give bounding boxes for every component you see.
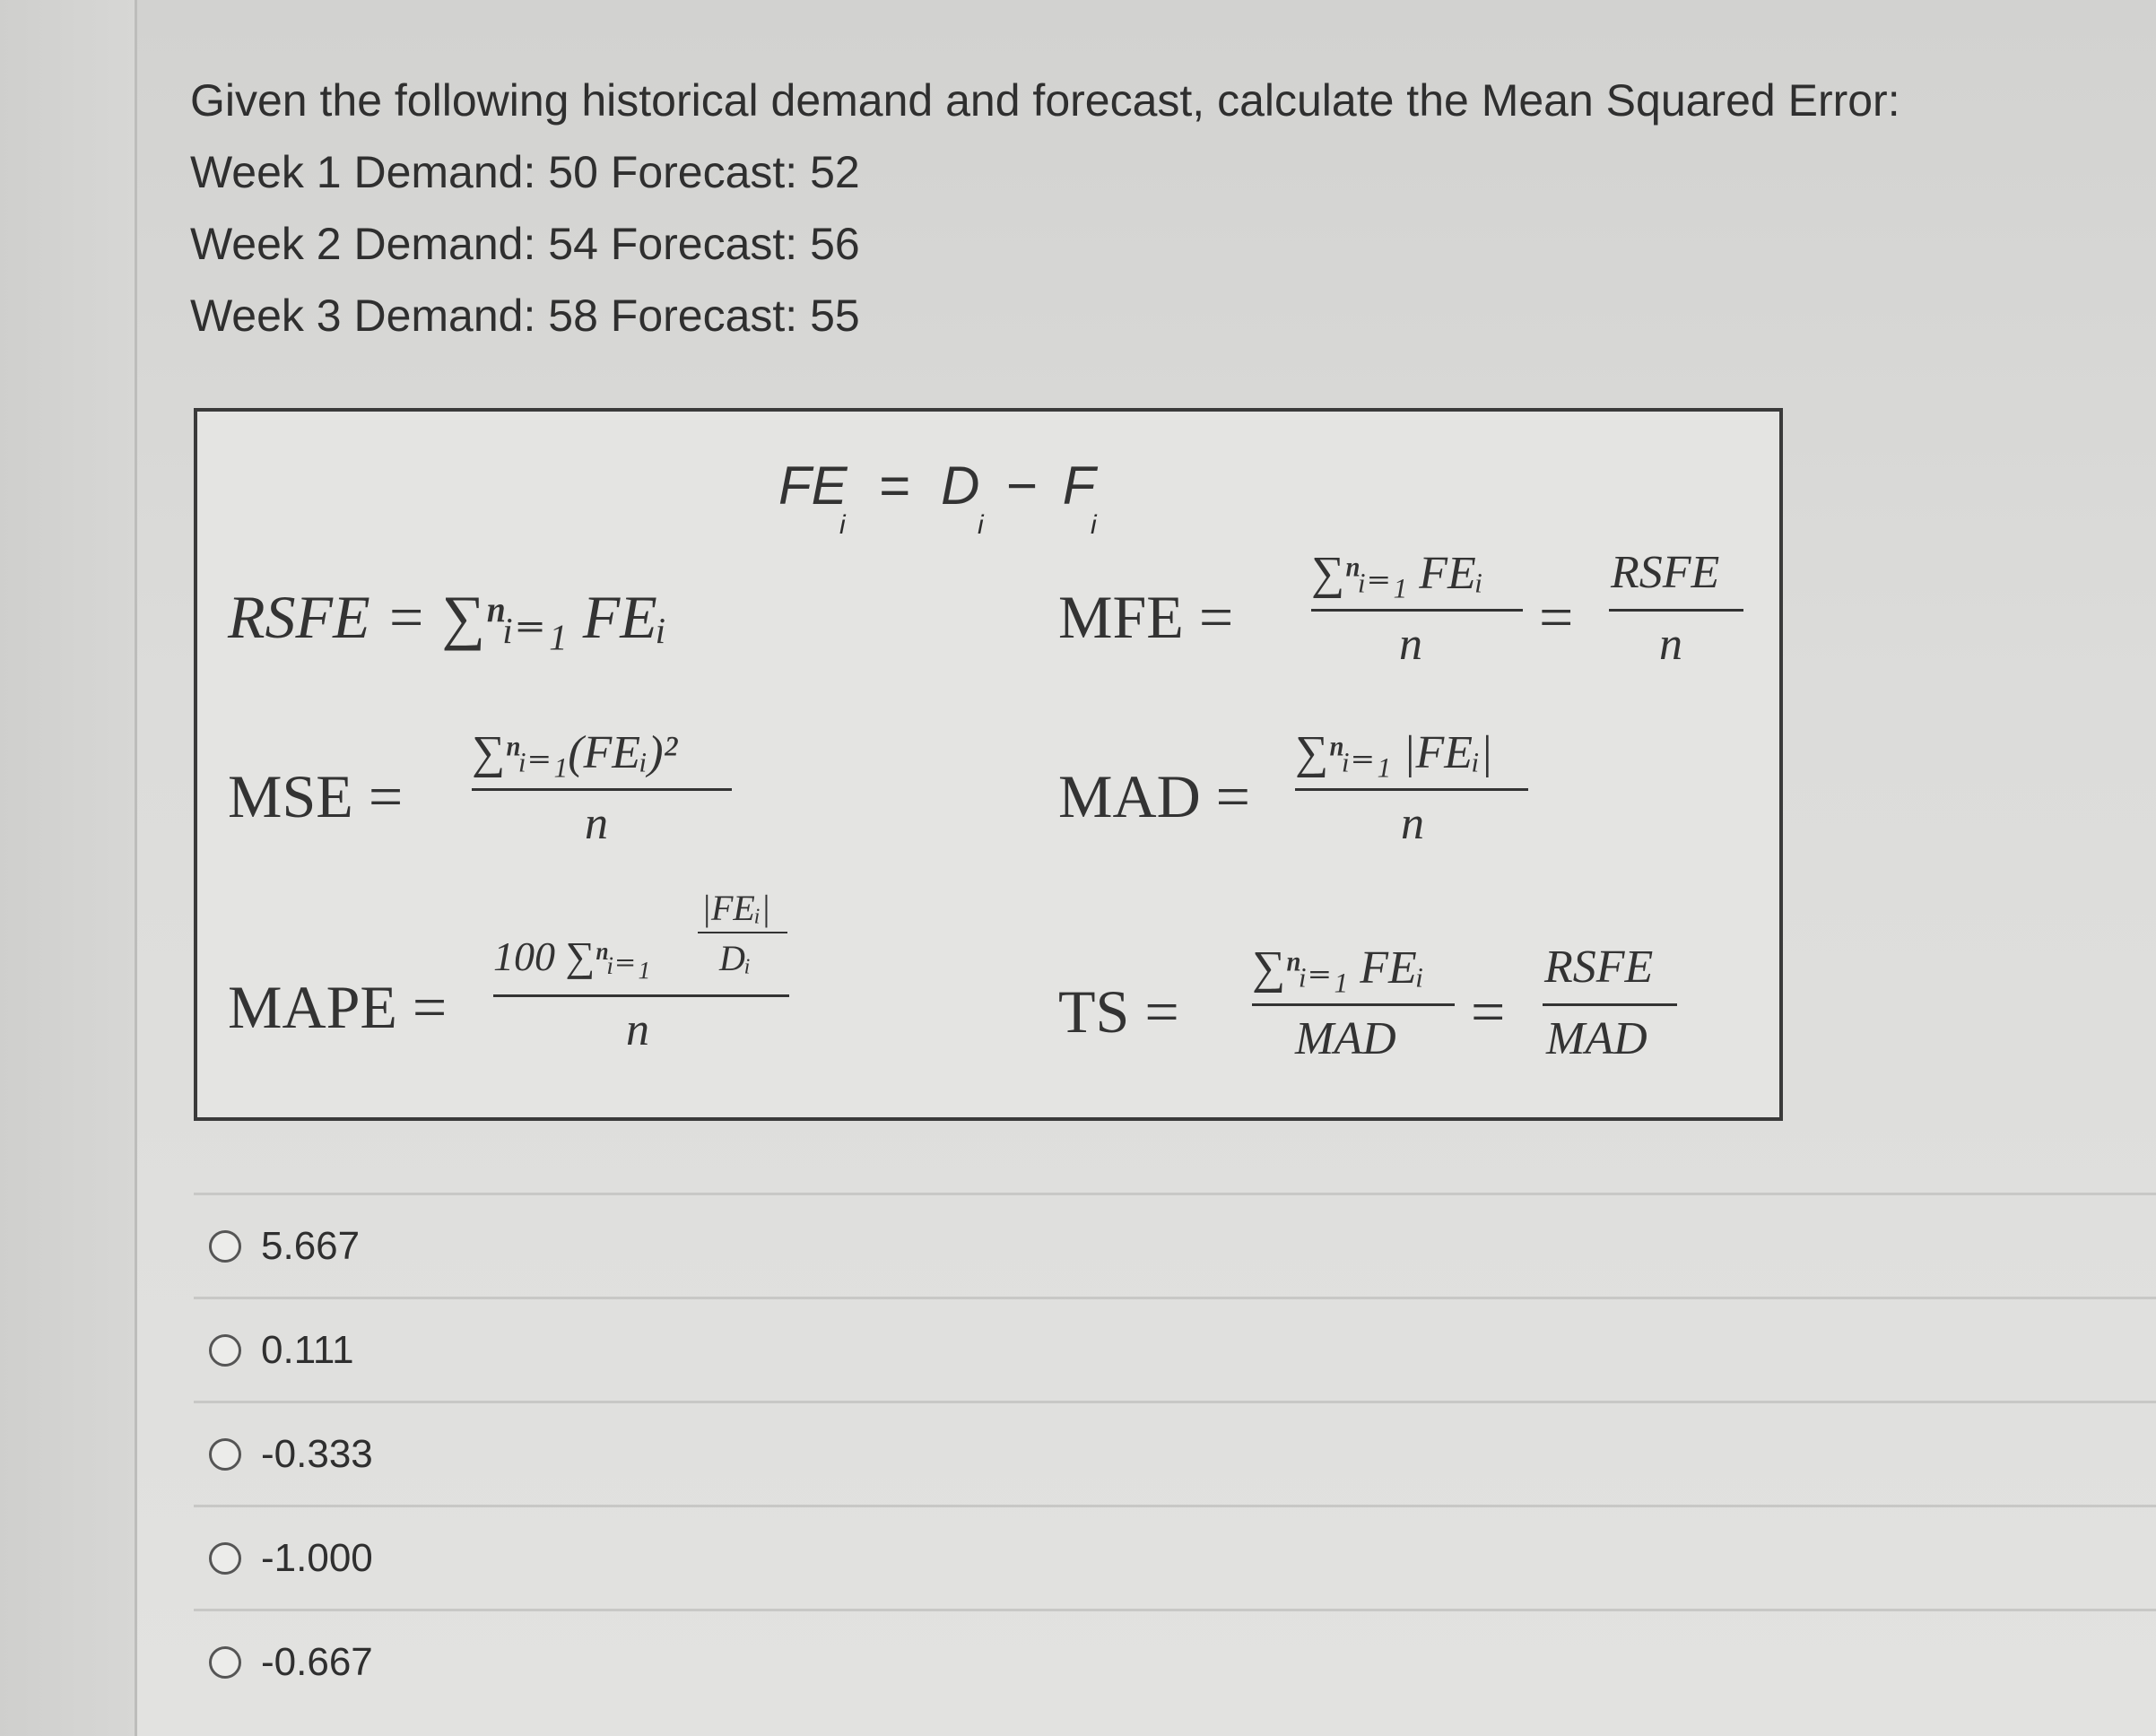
rsfe-rhs: = ∑ⁿᵢ₌₁ FEᵢ — [385, 583, 667, 651]
answer-option-label: 5.667 — [261, 1223, 361, 1268]
answer-option-label: -1.000 — [261, 1535, 373, 1580]
fe-demand: D — [941, 456, 980, 516]
mfe-bar-2 — [1609, 609, 1743, 612]
ts-denominator: MAD — [1295, 1013, 1396, 1064]
formula-image — [194, 408, 1783, 1121]
question-prompt: Given the following historical demand and forecast, calculate the Mean Squared Error: — [190, 75, 1900, 126]
answer-option-2[interactable] — [194, 1297, 2156, 1401]
question-line-week-3: Week 3 Demand: 58 Forecast: 55 — [190, 291, 860, 341]
fe-equals: = — [878, 456, 910, 516]
fe-sub-3: i — [1091, 510, 1097, 540]
answer-option-label: -0.667 — [261, 1639, 373, 1684]
mfe-fraction-2 — [1609, 546, 1743, 672]
ts-lhs: TS = — [1058, 977, 1179, 1046]
fe-lhs: FE — [778, 456, 848, 516]
mse-fraction — [472, 725, 732, 851]
mape-fraction — [493, 887, 789, 1093]
mape-inner-bar — [698, 932, 787, 933]
fe-minus: − — [1005, 456, 1038, 516]
mad-numerator: ∑ⁿᵢ₌₁ |FEᵢ| — [1295, 727, 1493, 778]
rsfe-formula — [228, 582, 667, 653]
mape-denominator: n — [626, 1004, 649, 1055]
ts-bar-2 — [1543, 1003, 1677, 1006]
radio-button[interactable] — [209, 1438, 241, 1471]
radio-button[interactable] — [209, 1230, 241, 1263]
mfe-denominator-2: n — [1659, 619, 1682, 670]
answer-option-label: -0.333 — [261, 1431, 373, 1476]
question-line-week-2: Week 2 Demand: 54 Forecast: 56 — [190, 219, 860, 269]
mad-bar — [1295, 788, 1528, 791]
mfe-numerator-2: RSFE — [1611, 547, 1720, 598]
mfe-numerator: ∑ⁿᵢ₌₁ FEᵢ — [1311, 548, 1483, 599]
mape-bar — [493, 994, 789, 997]
question-line-week-1: Week 1 Demand: 50 Forecast: 52 — [190, 147, 860, 197]
mse-lhs: MSE = — [228, 762, 404, 830]
mfe-denominator: n — [1399, 619, 1422, 670]
ts-fraction — [1252, 941, 1455, 1066]
mfe-bar — [1311, 609, 1523, 612]
question-text — [190, 65, 2073, 352]
mape-lhs: MAPE = — [228, 973, 448, 1041]
fe-formula — [778, 455, 1095, 516]
answer-option-5[interactable] — [194, 1609, 2156, 1713]
mad-denominator: n — [1401, 798, 1424, 849]
fe-forecast: F — [1062, 456, 1096, 516]
ts-equals: = — [1471, 977, 1506, 1046]
rsfe-lhs: RSFE — [228, 583, 370, 651]
fe-sub-1: i — [839, 510, 846, 540]
mfe-equals: = — [1539, 583, 1574, 651]
mse-denominator: n — [585, 798, 608, 849]
answer-option-1[interactable] — [194, 1193, 2156, 1297]
mse-bar — [472, 788, 732, 791]
left-panel-edge — [0, 0, 137, 1736]
answer-options — [194, 1193, 2156, 1713]
ts-bar — [1252, 1003, 1455, 1006]
ts-denominator-2: MAD — [1546, 1013, 1647, 1064]
mfe-fraction — [1311, 546, 1523, 672]
answer-option-4[interactable] — [194, 1505, 2156, 1609]
radio-button[interactable] — [209, 1334, 241, 1367]
mad-lhs: MAD = — [1058, 762, 1251, 830]
mse-numerator: ∑ⁿᵢ₌₁(FEᵢ)² — [472, 727, 678, 778]
fe-sub-2: i — [978, 510, 984, 540]
radio-button[interactable] — [209, 1646, 241, 1679]
answer-option-label: 0.111 — [261, 1327, 354, 1372]
ts-fraction-2 — [1543, 941, 1677, 1066]
mad-fraction — [1295, 725, 1528, 851]
radio-button[interactable] — [209, 1542, 241, 1575]
mape-numerator-prefix: 100 ∑ⁿᵢ₌₁ — [493, 933, 651, 979]
answer-option-3[interactable] — [194, 1401, 2156, 1505]
ts-numerator-2: RSFE — [1544, 942, 1654, 993]
mape-inner-denominator: Dᵢ — [719, 938, 752, 978]
mape-inner-numerator: |FEᵢ| — [701, 888, 771, 928]
ts-numerator: ∑ⁿᵢ₌₁ FEᵢ — [1252, 942, 1424, 994]
mfe-lhs: MFE = — [1058, 583, 1234, 651]
